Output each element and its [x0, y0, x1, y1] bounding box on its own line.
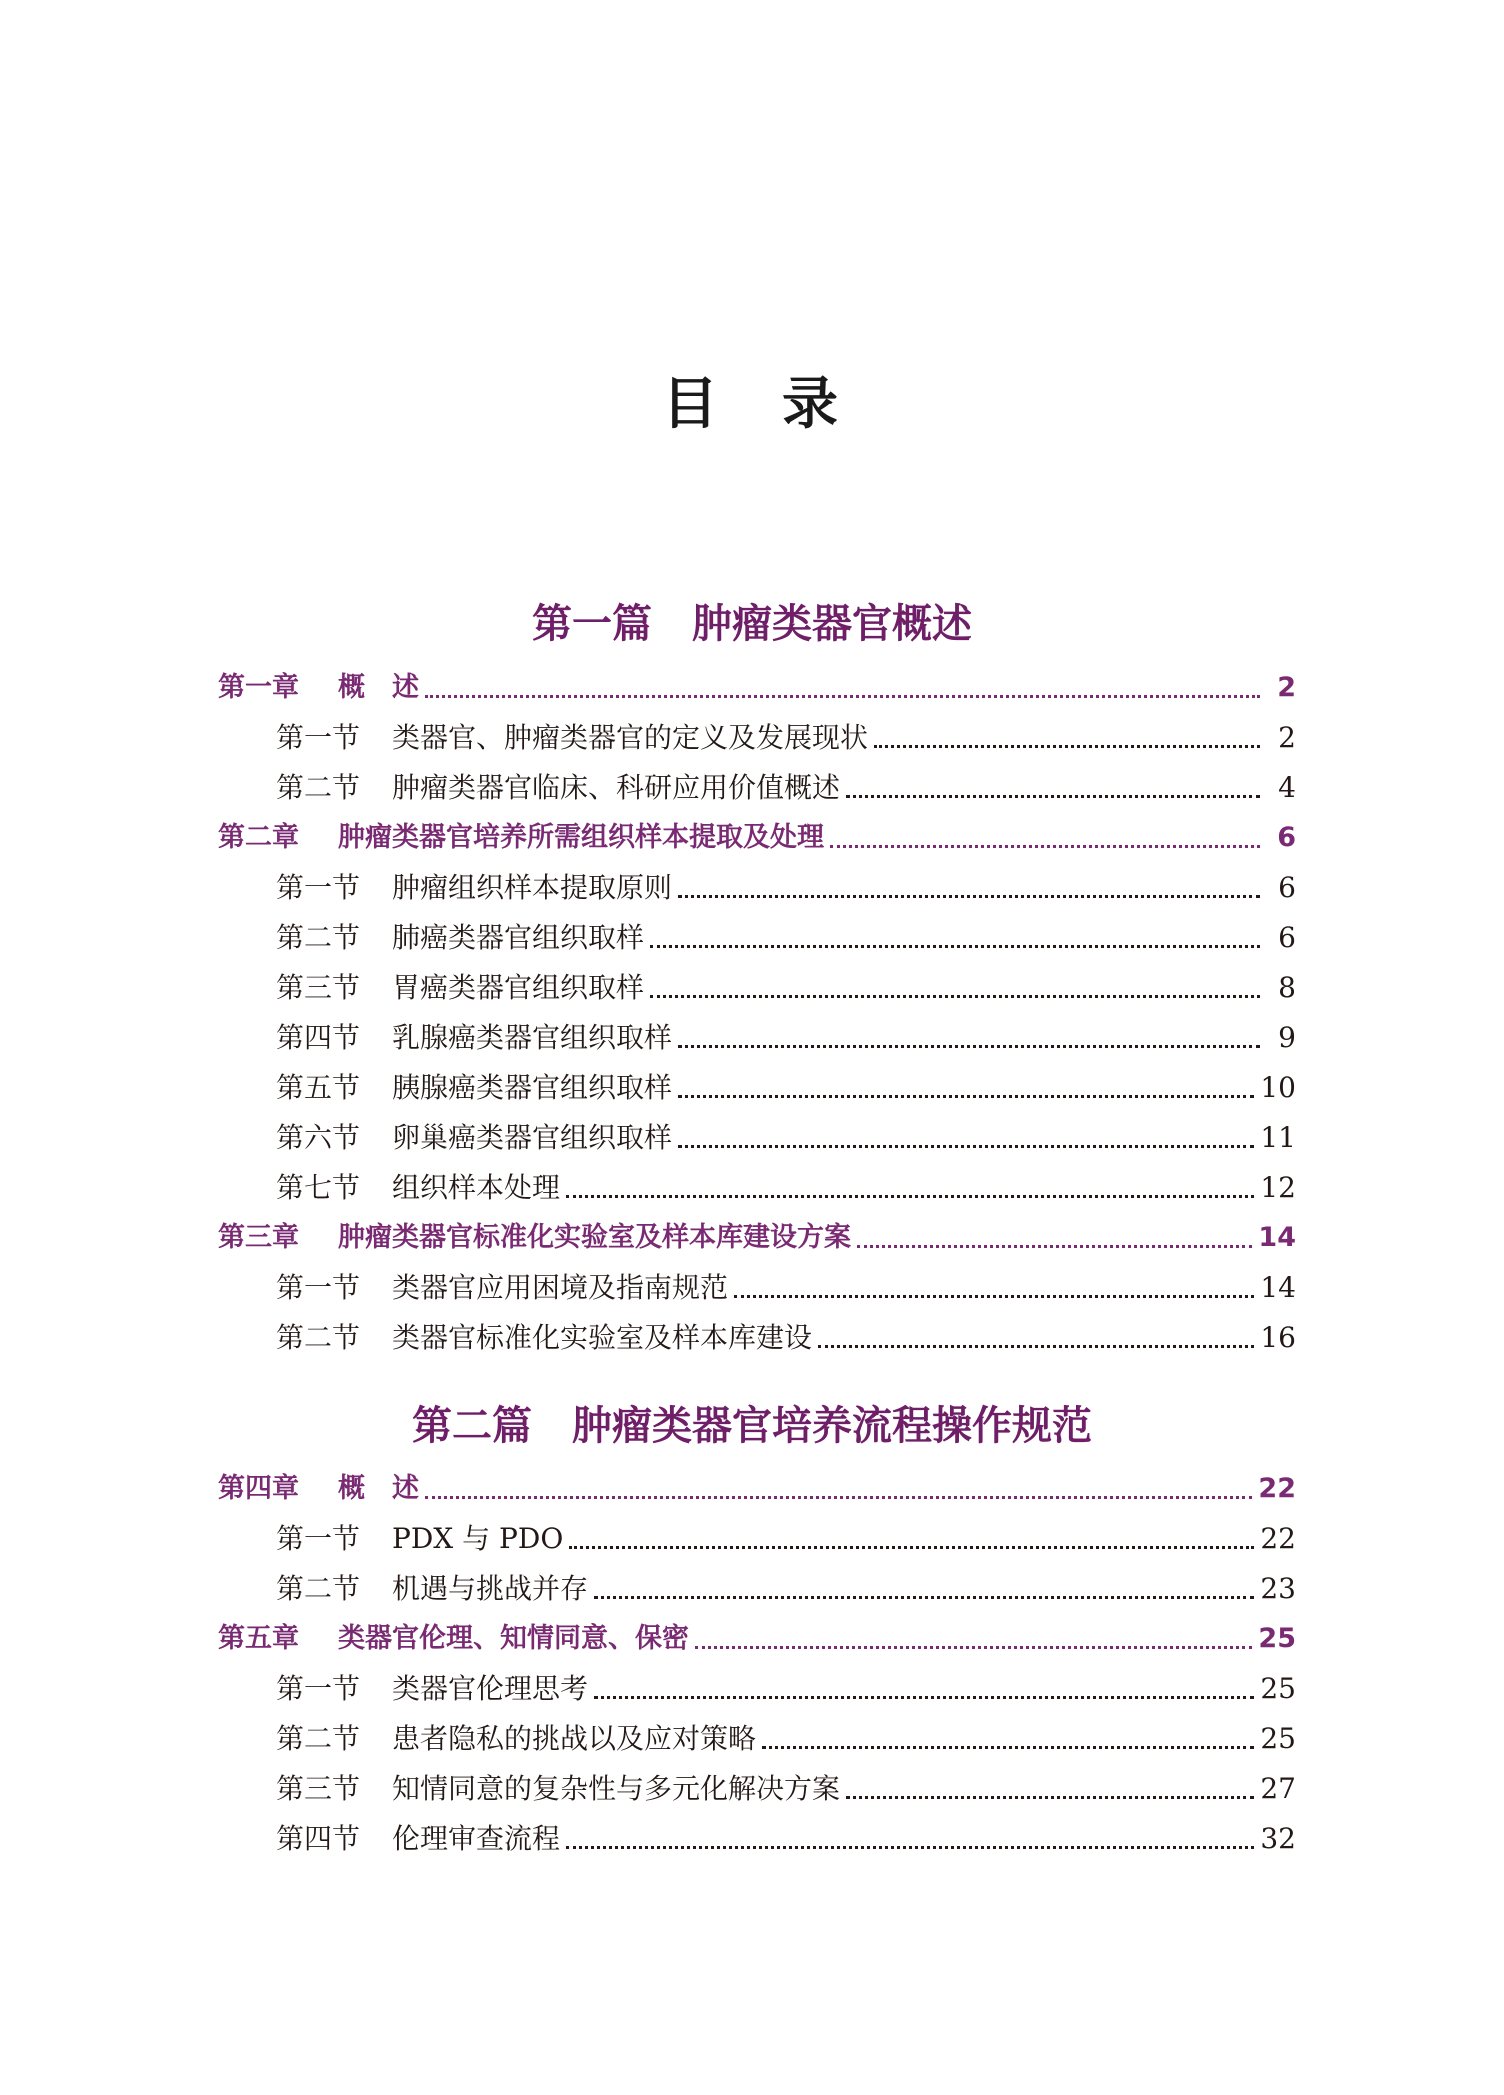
section-number: 第七节: [276, 1171, 361, 1204]
section-number: 第四节: [276, 1021, 361, 1054]
toc-section-entry[interactable]: [276, 1068, 1296, 1108]
page-number: 25: [1260, 1722, 1296, 1755]
chapter-title: 概 述: [338, 1473, 419, 1504]
section-title: 卵巢癌类器官组织取样: [392, 1121, 673, 1154]
section-number: 第三节: [276, 971, 361, 1004]
page-number: 6: [1277, 822, 1296, 853]
toc-entry-label: [276, 1519, 563, 1559]
section-number: 第一节: [276, 1672, 361, 1705]
toc-section-entry[interactable]: [276, 1569, 1296, 1609]
toc-entry-label: [276, 1268, 728, 1308]
dot-leader: [830, 818, 1260, 858]
toc-chapter-entry[interactable]: [218, 1619, 1296, 1659]
toc-section-entry[interactable]: [276, 1669, 1296, 1709]
section-number: 第一节: [276, 721, 361, 754]
chapter-number: 第五章: [218, 1623, 299, 1654]
section-number: 第三节: [276, 1772, 361, 1805]
dot-leader: [594, 1569, 1254, 1609]
toc-section-entry[interactable]: [276, 868, 1296, 908]
toc-entry-label: [218, 818, 824, 858]
section-title: 类器官、肿瘤类器官的定义及发展现状: [392, 721, 869, 754]
toc-section-entry[interactable]: [276, 1168, 1296, 1208]
toc-entry-label: [276, 1819, 560, 1859]
section-number: 第二节: [276, 771, 361, 804]
page-number: 14: [1258, 1222, 1296, 1253]
page-number: 11: [1260, 1121, 1296, 1154]
chapter-title: 类器官伦理、知情同意、保密: [338, 1623, 689, 1654]
dot-leader: [734, 1268, 1254, 1308]
toc-entry-label: [276, 768, 840, 808]
chapter-number: 第二章: [218, 822, 299, 853]
section-title: 类器官标准化实验室及样本库建设: [392, 1321, 813, 1354]
dot-leader: [650, 918, 1260, 958]
dot-leader: [762, 1719, 1254, 1759]
dot-leader: [425, 1469, 1252, 1509]
part-title-1: 第一篇 肿瘤类器官概述: [532, 600, 972, 647]
chapter-title: 肿瘤类器官培养所需组织样本提取及处理: [338, 822, 824, 853]
toc-section-entry[interactable]: [276, 1819, 1296, 1859]
section-title: 胰腺癌类器官组织取样: [392, 1071, 673, 1104]
page-number: 6: [1278, 921, 1296, 954]
toc-section-entry[interactable]: [276, 1118, 1296, 1158]
dot-leader: [566, 1168, 1254, 1208]
dot-leader: [678, 1118, 1254, 1158]
dot-leader: [425, 668, 1260, 708]
page-number: 12: [1260, 1171, 1296, 1204]
toc-entry-label: [276, 918, 644, 958]
page-number: 27: [1260, 1772, 1296, 1805]
page-number: 22: [1258, 1473, 1296, 1504]
section-title: PDX 与 PDO: [392, 1522, 564, 1555]
toc-entry-label: [276, 868, 672, 908]
toc-section-entry[interactable]: [276, 768, 1296, 808]
page-number: 8: [1278, 971, 1296, 1004]
dot-leader: [566, 1819, 1254, 1859]
section-title: 类器官应用困境及指南规范: [392, 1271, 729, 1304]
toc-entry-label: [276, 968, 644, 1008]
section-number: 第二节: [276, 1572, 361, 1605]
toc-section-entry[interactable]: [276, 718, 1296, 758]
toc-entry-label: [276, 1669, 588, 1709]
toc-entry-label: [276, 1168, 560, 1208]
toc-section-entry[interactable]: [276, 918, 1296, 958]
toc-chapter-entry[interactable]: [218, 818, 1296, 858]
section-title: 机遇与挑战并存: [392, 1572, 589, 1605]
chapter-number: 第四章: [218, 1473, 299, 1504]
dot-leader: [678, 1018, 1260, 1058]
toc-entry-label: [276, 1769, 840, 1809]
toc-section-entry[interactable]: [276, 1018, 1296, 1058]
section-number: 第二节: [276, 1321, 361, 1354]
section-title: 知情同意的复杂性与多元化解决方案: [392, 1772, 841, 1805]
page-number: 2: [1277, 672, 1296, 703]
page-number: 25: [1260, 1672, 1296, 1705]
toc-entry-label: [276, 1118, 672, 1158]
dot-leader: [818, 1318, 1254, 1358]
section-number: 第一节: [276, 1522, 361, 1555]
toc-section-entry[interactable]: [276, 968, 1296, 1008]
section-title: 类器官伦理思考: [392, 1672, 589, 1705]
page-number: 2: [1278, 721, 1296, 754]
toc-entry-label: [218, 1469, 419, 1509]
section-title: 肿瘤组织样本提取原则: [392, 871, 673, 904]
toc-section-entry[interactable]: [276, 1769, 1296, 1809]
dot-leader: [874, 718, 1260, 758]
page-number: 16: [1260, 1321, 1296, 1354]
chapter-title: 概 述: [338, 672, 419, 703]
toc-section-entry[interactable]: [276, 1318, 1296, 1358]
page-number: 10: [1260, 1071, 1296, 1104]
page-number: 4: [1278, 771, 1296, 804]
toc-entry-label: [276, 1018, 672, 1058]
toc-chapter-entry[interactable]: [218, 1218, 1296, 1258]
toc-entry-label: [218, 668, 419, 708]
section-number: 第一节: [276, 1271, 361, 1304]
toc-entry-label: [276, 1318, 812, 1358]
page-number: 9: [1278, 1021, 1296, 1054]
dot-leader: [678, 868, 1260, 908]
section-title: 伦理审查流程: [392, 1822, 561, 1855]
section-title: 乳腺癌类器官组织取样: [392, 1021, 673, 1054]
section-title: 胃癌类器官组织取样: [392, 971, 645, 1004]
dot-leader: [846, 768, 1260, 808]
toc-section-entry[interactable]: [276, 1719, 1296, 1759]
section-title: 患者隐私的挑战以及应对策略: [392, 1722, 757, 1755]
dot-leader: [846, 1769, 1254, 1809]
page-number: 23: [1260, 1572, 1296, 1605]
toc-entry-label: [276, 1068, 672, 1108]
dot-leader: [594, 1669, 1254, 1709]
part-title-2: 第二篇 肿瘤类器官培养流程操作规范: [412, 1402, 1092, 1449]
section-title: 肿瘤类器官临床、科研应用价值概述: [392, 771, 841, 804]
section-title: 肺癌类器官组织取样: [392, 921, 645, 954]
section-number: 第二节: [276, 921, 361, 954]
section-number: 第四节: [276, 1822, 361, 1855]
dot-leader: [857, 1218, 1252, 1258]
section-number: 第五节: [276, 1071, 361, 1104]
toc-chapter-entry[interactable]: [218, 1469, 1296, 1509]
section-title: 组织样本处理: [392, 1171, 561, 1204]
section-number: 第六节: [276, 1121, 361, 1154]
toc-entry-label: [276, 1569, 588, 1609]
toc-section-entry[interactable]: [276, 1268, 1296, 1308]
chapter-number: 第一章: [218, 672, 299, 703]
chapter-title: 肿瘤类器官标准化实验室及样本库建设方案: [338, 1222, 851, 1253]
page-title: 目 录: [662, 371, 842, 437]
dot-leader: [569, 1519, 1254, 1559]
dot-leader: [678, 1068, 1254, 1108]
chapter-number: 第三章: [218, 1222, 299, 1253]
toc-entry-label: [276, 718, 868, 758]
section-number: 第一节: [276, 871, 361, 904]
toc-entry-label: [276, 1719, 756, 1759]
page-number: 6: [1278, 871, 1296, 904]
page-number: 25: [1258, 1623, 1296, 1654]
page-number: 32: [1260, 1822, 1296, 1855]
toc-entry-label: [218, 1619, 689, 1659]
toc-section-entry[interactable]: [276, 1519, 1296, 1559]
page-number: 14: [1260, 1271, 1296, 1304]
dot-leader: [650, 968, 1260, 1008]
page-number: 22: [1260, 1522, 1296, 1555]
toc-chapter-entry[interactable]: [218, 668, 1296, 708]
toc-entry-label: [218, 1218, 851, 1258]
dot-leader: [695, 1619, 1252, 1659]
section-number: 第二节: [276, 1722, 361, 1755]
